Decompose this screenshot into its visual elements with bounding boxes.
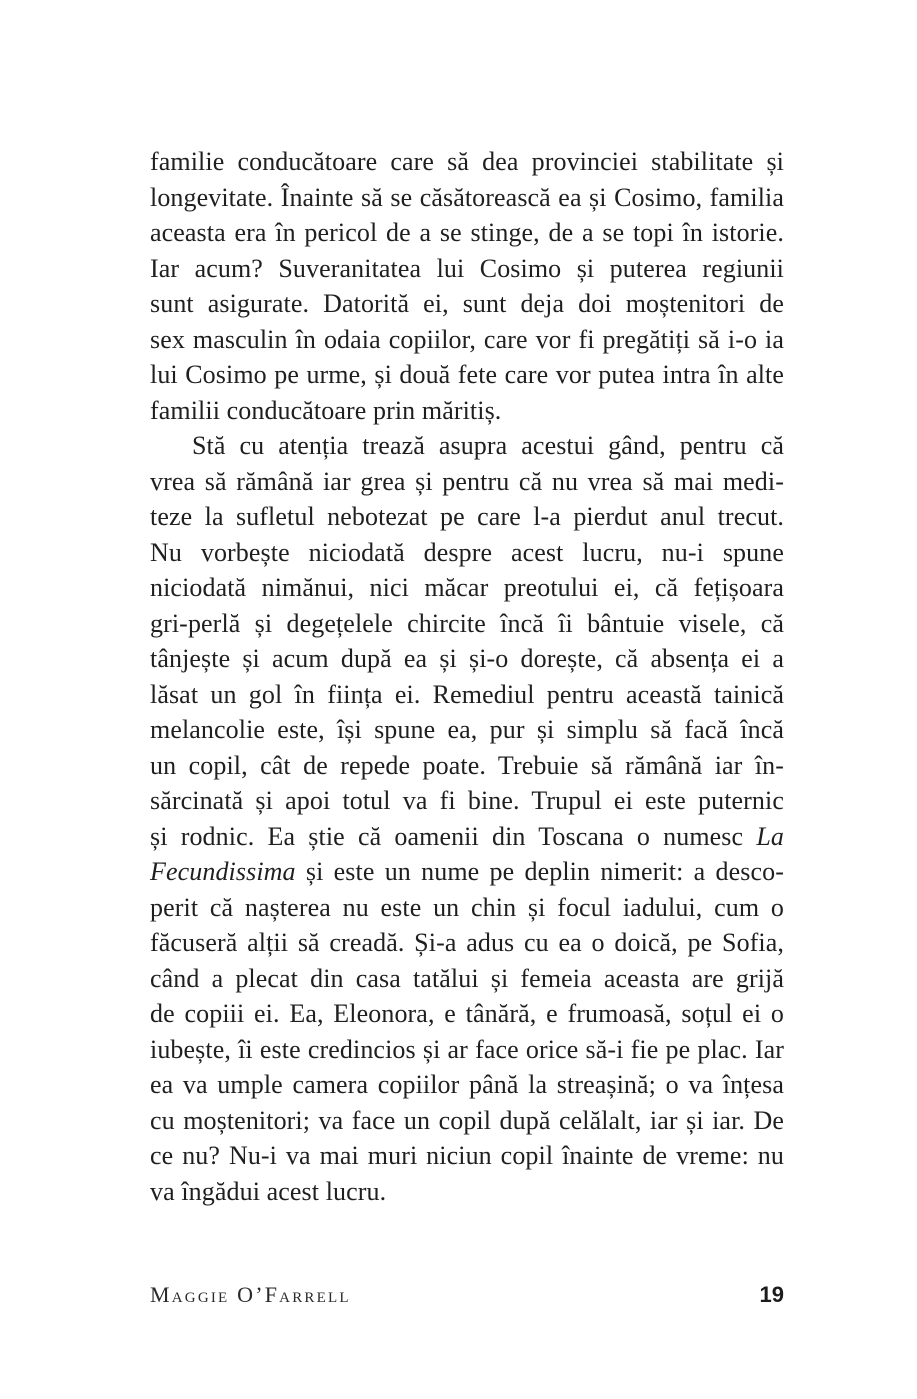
text-segment: și este un nume pe deplin nimerit: a desco- (295, 857, 784, 886)
text-line (150, 499, 784, 535)
text-line (150, 1103, 784, 1139)
text-line (150, 996, 784, 1032)
text-line (150, 1032, 784, 1068)
text-segment: Nu vorbește niciodată despre acest lucru, nu-i spune (150, 537, 784, 567)
text-segment: sărcinată și apoi totul va fi bine. Trupul ei este puternic (150, 786, 784, 815)
text-segment: un copil, cât de repede poate. Trebuie să rămână iar în- (150, 750, 784, 780)
text-line (150, 606, 784, 642)
page-number: 19 (759, 1282, 784, 1307)
text-line (150, 748, 784, 784)
text-segment: va îngădui acest lucru. (150, 1176, 387, 1206)
text-line (150, 890, 784, 926)
text-segment: făcuseră alții să creadă. Și-a adus cu ea o doică, pe Sofia, (150, 928, 784, 957)
text-segment: Iar acum? Suveranitatea lui Cosimo și puterea regiunii (150, 253, 784, 283)
text-segment: familii conducătoare prin măritiș. (150, 395, 502, 425)
text-line (150, 712, 784, 748)
text-line (150, 1138, 784, 1174)
text-segment: melancolie este, își spune ea, pur și simplu să facă încă (150, 715, 784, 744)
text-segment: și rodnic. Ea știe că oamenii din Toscana o numesc (150, 821, 757, 851)
text-line (150, 322, 784, 358)
text-line (150, 535, 784, 571)
text-segment: când a plecat din casa tatălui și femeia aceasta are grijă (150, 963, 784, 993)
text-line (150, 570, 784, 606)
text-line (150, 783, 784, 819)
text-line (150, 819, 784, 855)
text-segment: aceasta era în pericol de a se stinge, de a se topi în istorie. (150, 218, 784, 247)
text-segment: lui Cosimo pe urme, și două fete care vor putea intra în alte (150, 360, 784, 389)
text-line (150, 961, 784, 997)
text-segment: Stă cu atenția trează asupra acestui gând, pentru că (192, 431, 784, 460)
text-line (150, 251, 784, 287)
text-line (150, 215, 784, 251)
text-segment: vrea să rămână iar grea și pentru că nu vrea să mai medi- (150, 466, 784, 496)
text-segment: ea va umple camera copiilor până la streașină; o va înțesa (150, 1070, 784, 1099)
text-line (150, 1067, 784, 1103)
text-segment: sunt asigurate. Datorită ei, sunt deja doi moștenitori de (150, 289, 784, 318)
text-segment: teze la sufletul nebotezat pe care l-a pierdut anul trecut. (150, 502, 784, 531)
text-segment: longevitate. Înainte să se căsătorească ea și Cosimo, familia (150, 182, 784, 212)
italic-text: Fecundissima (150, 857, 296, 886)
text-line (150, 144, 784, 180)
text-line (150, 854, 784, 890)
text-segment: perit că nașterea nu este un chin și focul iadului, cum o (150, 892, 784, 922)
text-line (150, 180, 784, 216)
running-footer-author: Maggie O’Farrell (150, 1282, 351, 1307)
text-line (150, 1174, 784, 1210)
text-segment: iubește, îi este credincios și ar face orice să-i fie pe plac. Iar (150, 1034, 784, 1064)
body-text (150, 144, 784, 1209)
text-line (150, 286, 784, 322)
text-line (150, 393, 784, 429)
text-segment: tânjește și acum după ea și și-o dorește, că absența ei a (150, 644, 784, 673)
text-segment: ce nu? Nu-i va mai muri niciun copil înainte de vreme: nu (150, 1141, 784, 1170)
text-segment: gri-perlă și degețelele chircite încă îi bântuie visele, că (150, 608, 784, 638)
text-segment: de copiii ei. Ea, Eleonora, e tânără, e frumoasă, soțul ei o (150, 999, 784, 1028)
text-segment: familie conducătoare care să dea provinciei stabilitate și (150, 147, 784, 176)
text-line (150, 357, 784, 393)
text-line (150, 641, 784, 677)
text-segment: niciodată nimănui, nici măcar preotului ei, că fețișoara (150, 573, 784, 602)
text-segment: sex masculin în odaia copiilor, care vor fi pregătiți să i-o ia (150, 324, 784, 354)
italic-text: La (756, 821, 784, 851)
text-segment: lăsat un gol în ființa ei. Remediul pentru această tainică (150, 679, 784, 709)
text-segment: cu moștenitori; va face un copil după celălalt, iar și iar. De (150, 1105, 784, 1135)
text-line (150, 428, 784, 464)
page-footer (150, 1282, 784, 1308)
text-line (150, 464, 784, 500)
text-line (150, 925, 784, 961)
text-line (150, 677, 784, 713)
